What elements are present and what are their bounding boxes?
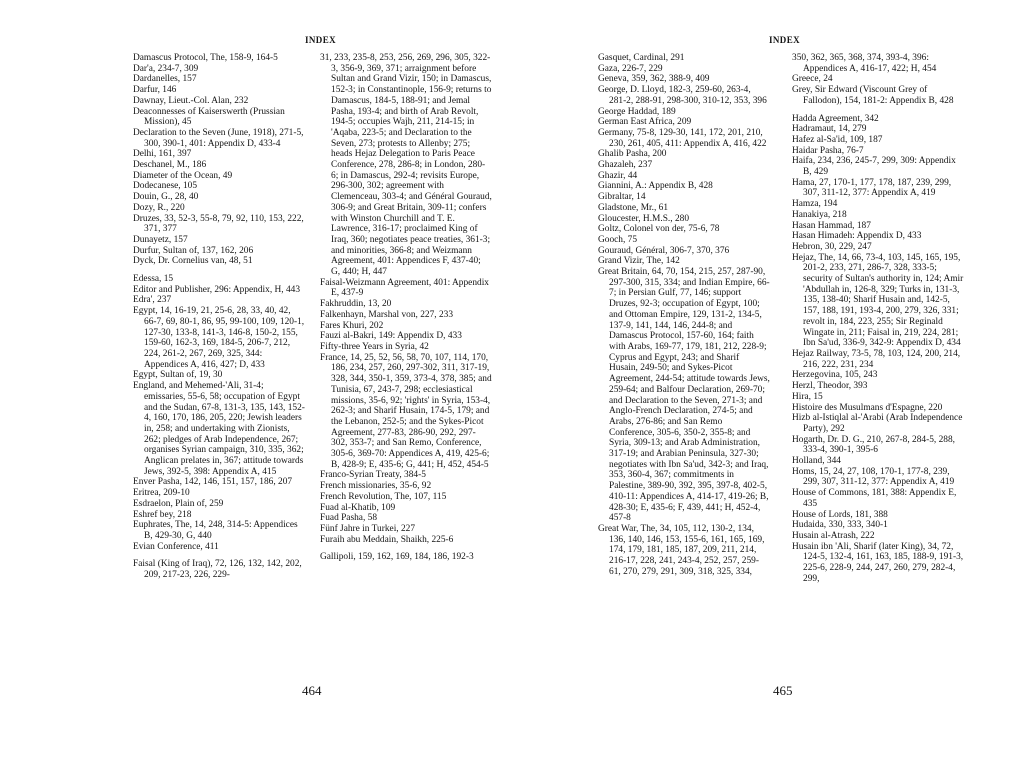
index-entry: Eritrea, 209-10 xyxy=(133,488,190,499)
index-entry: Dawnay, Lieut.-Col. Alan, 232 xyxy=(133,95,249,106)
index-entry: Holland, 344 xyxy=(792,456,841,467)
index-entry: French missionaries, 35-6, 92 xyxy=(320,481,432,492)
index-entry: Edra', 237 xyxy=(133,295,172,306)
index-entry: Germany, 75-8, 129-30, 141, 172, 201, 210, 230, 261, 405, 411: Appendix A, 416, 422 xyxy=(598,127,767,149)
index-entry: Delhi, 161, 397 xyxy=(133,149,192,160)
index-column-2 xyxy=(792,53,964,584)
index-entry: England, and Mehemed-'Ali, 31-4; emissaries, 55-6, 58; occupation of Egypt and the Sudan, 67-8, 131-3, 135, 143, 152-4, 160, 170, 186, 205, 220; Jewish leaders in, 258; and undertaking with Zionists, 262; pledges of Arab Independence, 267; organises Syrian campaign, 310, 335, 362; Anglican prelates in, 367; attitude towards Jews, 392-5, 398: Appendix A, 415 xyxy=(133,381,305,477)
index-entry: Hasan Hammad, 187 xyxy=(792,220,871,231)
page-number: 465 xyxy=(773,683,793,698)
index-entry: Homs, 15, 24, 27, 108, 170-1, 177-8, 239, 299, 307, 311-12, 377: Appendix A, 419 xyxy=(792,466,955,488)
index-entry: Hudaida, 330, 333, 340-1 xyxy=(792,520,888,531)
index-entry: French Revolution, The, 107, 115 xyxy=(320,491,447,502)
index-column-1 xyxy=(598,53,770,577)
index-entry: Histoire des Musulmans d'Espagne, 220 xyxy=(792,402,943,413)
index-entry: Ghalib Pasha, 200 xyxy=(598,149,667,160)
index-entry: Franco-Syrian Treaty, 384-5 xyxy=(320,470,426,481)
index-entry: Fakhruddin, 13, 20 xyxy=(320,299,392,310)
index-entry: Hasan Himadeh: Appendix D, 433 xyxy=(792,231,922,242)
index-entry: Egypt, 14, 16-19, 21, 25-6, 28, 33, 40, 42, 66-7, 69, 80-1, 86, 95, 99-100, 109, 120-1, 127-30, 133-8, 141-3, 146-8, 150-2, 155, 159-60, 162-3, 169, 184-5, 206-7, 212, 224, 261-2, 267, 269, 325, 344: Appendices A, 416, 427; D, 433 xyxy=(133,306,305,370)
page-number: 464 xyxy=(302,683,322,698)
index-entry: Fünf Jahre in Turkei, 227 xyxy=(320,523,416,534)
index-entry: France, 14, 25, 52, 56, 58, 70, 107, 114, 170, 186, 234, 257, 260, 297-302, 311, 317-19, 328, 344, 350-1, 359, 373-4, 378, 385; and Tunisia, 67, 243-7, 298; ecclesiastical missions, 35-6, 92; 'rights' in Syria, 153-4, 262-3; and Sharif Husain, 174-5, 179; and the Lebanon, 252-5; and the Sykes-Picot Agreement, 277-83, 286-90, 292, 297-302, 353-7; and San Remo, Conference, 305-6, 369-70: Appendices A, 419, 425-6; B, 428-9; E, 435-6; G, 441; H, 452, 454-5 xyxy=(320,352,492,470)
index-entry: Hira, 15 xyxy=(792,391,823,402)
index-entry: Great Britain, 64, 70, 154, 215, 257, 287-90, 297-300, 315, 334; and Indian Empire, 66-7; in Persian Gulf, 77, 146; support Druzes, 92-3; occupation of Egypt, 100; and Ottoman Empire, 129, 131-2, 134-5, 137-9, 141, 144, 146, 244-8; and Damascus Protocol, 157-60, 164; faith with Arabs, 169-77, 179, 181, 212, 228-9; Cyprus and Egypt, 243; and Sharif Husain, 249-50; and Sykes-Picot Agreement, 244-54; attitude towards Jews, 259-64; and Balfour Declaration, 269-70; and Declaration to the Seven, 271-3; and Anglo-French Declaration, 274-5; and Arabs, 276-86; and San Remo Conference, 305-6, 350-2, 355-8; and Syria, 309-13; and Arab Administration, 317-19; and Arabian Peninsula, 327-30; negotiates with Ibn Sa'ud, 342-3; and Iraq, 353, 360-4, 367; commitments in Palestine, 389-90, 392, 395, 397-8, 402-5, 410-11: Appendices A, 414-17, 419-26; B, 428-30; E, 435-6; F, 439, 441; H, 452-4, 457-8 xyxy=(598,267,770,524)
index-entry: Euphrates, The, 14, 248, 314-5: Appendices B, 429-30, G, 440 xyxy=(133,520,298,541)
letter-gap xyxy=(792,107,964,114)
index-entry: Enver Pasha, 142, 146, 151, 157, 186, 207 xyxy=(133,477,293,488)
index-entry: Darfur, 146 xyxy=(133,85,177,96)
index-entry: Gladstone, Mr., 61 xyxy=(598,202,669,213)
index-entry: Damascus Protocol, The, 158-9, 164-5 xyxy=(133,53,278,63)
index-entry: Giannini, A.: Appendix B, 428 xyxy=(598,181,713,192)
index-entry: Hamza, 194 xyxy=(792,199,838,210)
index-entry: Esdraelon, Plain of, 259 xyxy=(133,498,224,509)
index-entry: Deschanel, M., 186 xyxy=(133,160,207,171)
index-entry: Geneva, 359, 362, 388-9, 409 xyxy=(598,74,710,85)
index-entry: Douin, G., 28, 40 xyxy=(133,192,199,203)
letter-gap xyxy=(320,545,492,552)
index-entry: George, D. Lloyd, 182-3, 259-60, 263-4, 281-2, 288-91, 298-300, 310-12, 353, 396 xyxy=(598,85,767,106)
index-entry: 31, 233, 235-8, 253, 256, 269, 296, 305, 322-3, 356-9, 369, 371; arraignment before Sultan and Grand Vizir, 150; in Damascus, 152-3; in Constantinople, 156-9; returns to Damascus, 184-5, 188-91; and Jemal Pasha, 193-4; and birth of Arab Revolt, 194-5; occupies Wajh, 211, 214-15; in 'Aqaba, 223-5; and Declaration to the Seven, 273; protests to Allenby; 275; heads Hejaz Delegation to Paris Peace Conference, 278, 286-8; in London, 280-6; in Damascus, 292-4; revisits Europe, 296-300, 302; agreement with Clemenceau, 303-4; and Général Gouraud, 306-9; and Great Britain, 309-11; confers with Winston Churchill and T. E. Lawrence, 316-17; proclaimed King of Iraq, 360; negotiates peace treaties, 361-3; and minorities, 366-8; and Weizmann Agreement, 401: Appendices F, 437-40; G, 440; H, 447 xyxy=(320,53,492,278)
index-entry: George Haddad, 189 xyxy=(598,106,676,117)
index-entry: Fuad al-Khatib, 109 xyxy=(320,502,396,513)
index-entry: Goltz, Colonel von der, 75-6, 78 xyxy=(598,224,720,235)
index-entry: Hama, 27, 170-1, 177, 178, 187, 239, 299, 307, 311-12, 377: Appendix A, 419 xyxy=(792,177,952,199)
index-entry: Grey, Sir Edward (Viscount Grey of Fallodon), 154, 181-2: Appendix B, 428 xyxy=(792,85,954,106)
index-entry: House of Lords, 181, 388 xyxy=(792,509,888,520)
index-entry: Dunayetz, 157 xyxy=(133,234,188,245)
index-entry: Greece, 24 xyxy=(792,74,833,85)
index-entry: Fauzi al-Bakri, 149: Appendix D, 433 xyxy=(320,331,462,342)
index-entry: Hafez al-Sa'id, 109, 187 xyxy=(792,134,883,145)
index-entry: Faisal-Weizmann Agreement, 401: Appendix E, 437-9 xyxy=(320,277,489,299)
right-page xyxy=(515,0,1030,766)
index-entry: Dozy, R., 220 xyxy=(133,202,185,213)
index-entry: Egypt, Sultan of, 19, 30 xyxy=(133,370,223,381)
index-entry: Gooch, 75 xyxy=(598,234,638,245)
index-entry: Haifa, 234, 236, 245-7, 299, 309: Appendix B, 429 xyxy=(792,156,956,178)
index-entry: Declaration to the Seven (June, 1918), 271-5, 300, 390-1, 401: Appendix D, 433-4 xyxy=(133,127,304,149)
running-head: INDEX xyxy=(769,35,801,45)
index-entry: Diameter of the Ocean, 49 xyxy=(133,170,233,181)
index-entry: Hadda Agreement, 342 xyxy=(792,113,879,124)
index-entry: Dodecanese, 105 xyxy=(133,181,198,192)
index-entry: Hogarth, Dr. D. G., 210, 267-8, 284-5, 288, 333-4, 390-1, 395-6 xyxy=(792,434,956,456)
index-column-2 xyxy=(320,53,492,563)
index-entry: Fuad Pasha, 58 xyxy=(320,513,378,524)
index-entry: Great War, The, 34, 105, 112, 130-2, 134, 136, 140, 146, 153, 155-6, 161, 165, 169, 174, 179, 181, 185, 187, 209, 211, 214, 216-17, 228, 241, 243-4, 252, 257, 259-61, 270, 279, 291, 309, 318, 325, 334, xyxy=(598,523,765,577)
index-entry: Hizb al-Istiqlal al-'Arabi (Arab Independence Party), 292 xyxy=(792,413,963,434)
index-entry: House of Commons, 181, 388: Appendix E, 435 xyxy=(792,488,957,509)
index-entry: Gasquet, Cardinal, 291 xyxy=(598,53,685,63)
index-entry: Gaza, 226-7, 229 xyxy=(598,63,663,74)
index-entry: Gibraltar, 14 xyxy=(598,192,646,203)
index-entry: Fifty-three Years in Syria, 42 xyxy=(320,341,429,352)
index-entry: 350, 362, 365, 368, 374, 393-4, 396: Appendices A, 416-17, 422; H, 454 xyxy=(792,53,937,74)
index-entry: Deaconnesses of Kaiserswerth (Prussian Mission), 45 xyxy=(133,106,285,128)
index-entry: Evian Conference, 411 xyxy=(133,541,219,552)
index-entry: Grand Vizir, The, 142 xyxy=(598,256,680,267)
index-entry: Herzl, Theodor, 393 xyxy=(792,381,868,392)
index-entry: Falkenhayn, Marshal von, 227, 233 xyxy=(320,309,454,320)
letter-gap xyxy=(133,267,305,274)
index-entry: Dyck, Dr. Cornelius van, 48, 51 xyxy=(133,256,253,267)
index-entry: Druzes, 33, 52-3, 55-8, 79, 92, 110, 153, 222, 371, 377 xyxy=(133,213,304,235)
running-head: INDEX xyxy=(305,35,337,45)
index-entry: Husain al-Atrash, 222 xyxy=(792,530,875,541)
index-entry: Ghazir, 44 xyxy=(598,170,638,181)
index-entry: Gloucester, H.M.S., 280 xyxy=(598,213,690,224)
index-entry: Gouraud, Général, 306-7, 370, 376 xyxy=(598,245,730,256)
index-entry: Hanakiya, 218 xyxy=(792,209,847,220)
index-entry: Furaih abu Meddain, Shaikh, 225-6 xyxy=(320,534,454,545)
index-entry: Editor and Publisher, 296: Appendix, H, 443 xyxy=(133,284,301,295)
index-entry: Gallipoli, 159, 162, 169, 184, 186, 192-3 xyxy=(320,552,474,563)
index-entry: Ghazaleh, 237 xyxy=(598,160,653,171)
index-entry: Dar'a, 234-7, 309 xyxy=(133,63,199,74)
index-entry: Hejaz Railway, 73-5, 78, 103, 124, 200, 214, 216, 222, 231, 234 xyxy=(792,348,961,370)
index-column-1 xyxy=(133,53,305,581)
index-entry: Hejaz, The, 14, 66, 73-4, 103, 145, 165, 195, 201-2, 233, 271, 286-7, 328, 333-5; security of Sultan's authority in, 124; Amir 'Abdullah in, 126-8, 329; Turks in, 131-3, 135, 138-40; Sharif Husain and, 142-5, 157, 188, 191, 193-4, 200, 279, 326, 331; revolt in, 184, 223, 255; Sir Reginald Wingate in, 211; Faisal in, 219, 224, 281; Ibn Sa'ud, 336-9, 342-9: Appendix D, 434 xyxy=(792,252,964,349)
index-entry: German East Africa, 209 xyxy=(598,117,692,128)
index-entry: Haidar Pasha, 76-7 xyxy=(792,145,864,156)
index-entry: Dardanelles, 157 xyxy=(133,74,197,85)
index-entry: Edessa, 15 xyxy=(133,274,174,285)
index-entry: Fares Khuri, 202 xyxy=(320,320,384,331)
index-entry: Husain ibn 'Ali, Sharif (later King), 34, 72, 124-5, 132-4, 161, 163, 185, 188-9, 191-3, 225-6, 228-9, 244, 247, 260, 279, 282-4, 299, xyxy=(792,541,964,584)
index-entry: Hadramaut, 14, 279 xyxy=(792,124,867,135)
index-entry: Herzegovina, 105, 243 xyxy=(792,370,878,381)
index-entry: Faisal (King of Iraq), 72, 126, 132, 142, 202, 209, 217-23, 226, 229- xyxy=(133,559,302,581)
index-entry: Eshref bey, 218 xyxy=(133,509,192,520)
index-entry: Durfur, Sultan of, 137, 162, 206 xyxy=(133,245,254,256)
index-entry: Hebron, 30, 229, 247 xyxy=(792,241,872,252)
